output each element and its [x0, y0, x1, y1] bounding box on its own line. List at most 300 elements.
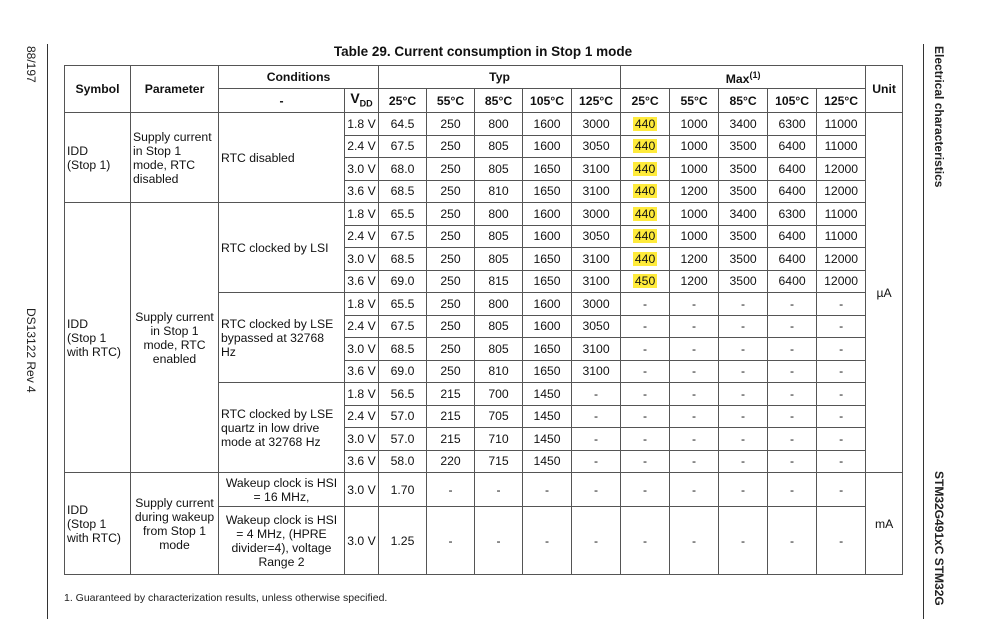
- typ-value: 3100: [572, 180, 621, 203]
- typ-value: 250: [427, 225, 475, 248]
- condition-cell: Wakeup clock is HSI = 16 MHz,: [219, 473, 345, 507]
- max-value-text: -: [839, 533, 844, 548]
- max-value-text: 1200: [680, 274, 708, 289]
- parameter-cell: Supply current during wakeup from Stop 1 mode: [131, 473, 219, 575]
- vdd-cell: 3.0 V: [345, 473, 379, 507]
- max-value-text: 450: [634, 274, 656, 289]
- typ-value: 1600: [523, 113, 572, 136]
- header-typ-temp: 105°C: [523, 89, 572, 113]
- vdd-cell: 3.6 V: [345, 450, 379, 473]
- typ-value: 715: [475, 450, 523, 473]
- max-value: [621, 158, 670, 181]
- condition-cell: RTC disabled: [219, 113, 345, 203]
- max-value: [817, 135, 866, 158]
- typ-value: 800: [475, 293, 523, 316]
- max-value-text: -: [643, 341, 648, 356]
- header-typ-temp: 25°C: [379, 89, 427, 113]
- max-value-text: -: [790, 364, 795, 379]
- typ-value: 3050: [572, 315, 621, 338]
- typ-value: 250: [427, 180, 475, 203]
- max-value: [768, 248, 817, 271]
- typ-value: 810: [475, 360, 523, 383]
- max-value: [621, 135, 670, 158]
- max-value-text: -: [692, 341, 697, 356]
- max-value-text: -: [839, 409, 844, 424]
- max-value-text: -: [643, 409, 648, 424]
- typ-value: 1650: [523, 360, 572, 383]
- max-value: [670, 248, 719, 271]
- typ-value: 1650: [523, 158, 572, 181]
- max-value: [719, 383, 768, 406]
- typ-value: 250: [427, 113, 475, 136]
- right-rule: [923, 44, 924, 619]
- max-value-text: -: [741, 431, 746, 446]
- max-value: [768, 383, 817, 406]
- max-value-text: 11000: [824, 206, 858, 221]
- max-value: [768, 507, 817, 575]
- max-value: [817, 180, 866, 203]
- condition-cell: RTC clocked by LSE quartz in low drive mode at 32768 Hz: [219, 383, 345, 473]
- parameter-cell: Supply current in Stop 1 mode, RTC disabled: [131, 113, 219, 203]
- typ-value: 1450: [523, 450, 572, 473]
- typ-value: 250: [427, 203, 475, 226]
- max-value-text: 11000: [824, 116, 858, 131]
- max-value-text: 12000: [824, 184, 859, 199]
- typ-value: 1650: [523, 270, 572, 293]
- symbol-cell: IDD (Stop 1 with RTC): [65, 203, 131, 473]
- typ-value: -: [427, 507, 475, 575]
- max-value-text: -: [692, 454, 697, 469]
- vdd-cell: 3.0 V: [345, 158, 379, 181]
- condition-cell: RTC clocked by LSE bypassed at 32768 Hz: [219, 293, 345, 383]
- max-value: [817, 405, 866, 428]
- max-value-text: -: [790, 319, 795, 334]
- max-value: [670, 507, 719, 575]
- typ-value: 1450: [523, 383, 572, 406]
- condition-cell: Wakeup clock is HSI = 4 MHz, (HPRE divider=4), voltage Range 2: [219, 507, 345, 575]
- max-value-text: -: [692, 364, 697, 379]
- max-value-text: 440: [634, 229, 656, 244]
- max-value: [768, 113, 817, 136]
- max-value: [719, 450, 768, 473]
- typ-value: 215: [427, 428, 475, 451]
- max-value-text: -: [790, 482, 795, 497]
- max-value: [768, 338, 817, 361]
- typ-value: 805: [475, 315, 523, 338]
- typ-value: 1450: [523, 405, 572, 428]
- max-value-text: -: [643, 533, 648, 548]
- vdd-cell: 3.0 V: [345, 338, 379, 361]
- header-max-temp: 85°C: [719, 89, 768, 113]
- vdd-cell: 3.6 V: [345, 180, 379, 203]
- vdd-cell: 2.4 V: [345, 405, 379, 428]
- table-title: Table 29. Current consumption in Stop 1 mode: [333, 44, 633, 59]
- typ-value: -: [572, 405, 621, 428]
- product-name: STM32G491xC STM32G: [932, 471, 946, 606]
- typ-value: 215: [427, 383, 475, 406]
- max-value: [817, 113, 866, 136]
- max-value: [817, 315, 866, 338]
- max-value: [768, 450, 817, 473]
- typ-value: 1650: [523, 338, 572, 361]
- typ-value: 1.25: [379, 507, 427, 575]
- max-value-text: -: [790, 533, 795, 548]
- header-unit: Unit: [866, 66, 903, 113]
- max-value-text: -: [643, 319, 648, 334]
- unit-cell: mA: [866, 473, 903, 575]
- max-value-text: -: [839, 482, 844, 497]
- max-value: [719, 473, 768, 507]
- typ-value: 1650: [523, 180, 572, 203]
- max-value-text: 11000: [824, 229, 858, 244]
- max-value: [719, 158, 768, 181]
- typ-value: 1600: [523, 135, 572, 158]
- max-value-text: 3500: [729, 161, 757, 176]
- max-value: [621, 507, 670, 575]
- typ-value: -: [523, 473, 572, 507]
- typ-value: 1650: [523, 248, 572, 271]
- header-max-temp: 25°C: [621, 89, 670, 113]
- parameter-cell: Supply current in Stop 1 mode, RTC enabled: [131, 203, 219, 473]
- max-value-text: 1000: [680, 206, 708, 221]
- max-value: [670, 203, 719, 226]
- typ-value: 250: [427, 315, 475, 338]
- typ-value: 56.5: [379, 383, 427, 406]
- max-value-text: -: [643, 431, 648, 446]
- max-value: [670, 360, 719, 383]
- typ-value: -: [572, 450, 621, 473]
- max-value: [768, 225, 817, 248]
- max-value-text: -: [643, 296, 648, 311]
- max-value-text: 440: [634, 251, 656, 266]
- vdd-cell: 2.4 V: [345, 135, 379, 158]
- typ-value: 67.5: [379, 225, 427, 248]
- max-value: [621, 383, 670, 406]
- max-value: [670, 315, 719, 338]
- max-value: [768, 180, 817, 203]
- typ-value: 215: [427, 405, 475, 428]
- header-max-label: Max: [725, 72, 750, 87]
- typ-value: 57.0: [379, 428, 427, 451]
- max-value: [621, 180, 670, 203]
- max-value-text: 6400: [778, 139, 806, 154]
- max-value: [670, 180, 719, 203]
- max-value-text: -: [741, 409, 746, 424]
- typ-value: 705: [475, 405, 523, 428]
- typ-value: 710: [475, 428, 523, 451]
- max-value: [670, 473, 719, 507]
- max-value: [621, 473, 670, 507]
- max-value-text: -: [741, 296, 746, 311]
- vdd-cell: 1.8 V: [345, 113, 379, 136]
- max-value: [621, 405, 670, 428]
- max-value: [817, 225, 866, 248]
- max-value-text: -: [692, 296, 697, 311]
- max-value-text: -: [839, 364, 844, 379]
- max-value: [817, 293, 866, 316]
- header-max-temp: 105°C: [768, 89, 817, 113]
- max-value-text: 6300: [778, 116, 806, 131]
- typ-value: 250: [427, 248, 475, 271]
- typ-value: 3050: [572, 225, 621, 248]
- unit-cell: µA: [866, 113, 903, 473]
- max-value: [719, 135, 768, 158]
- max-value: [768, 315, 817, 338]
- max-value: [817, 450, 866, 473]
- typ-value: 3100: [572, 248, 621, 271]
- typ-value: 800: [475, 203, 523, 226]
- max-value: [719, 225, 768, 248]
- max-value-text: -: [692, 409, 697, 424]
- max-value: [719, 248, 768, 271]
- max-value: [768, 270, 817, 293]
- typ-value: 58.0: [379, 450, 427, 473]
- max-value-text: -: [741, 319, 746, 334]
- doc-id: DS13122 Rev 4: [24, 308, 38, 393]
- max-value-text: 12000: [824, 274, 859, 289]
- max-value: [621, 113, 670, 136]
- typ-value: 250: [427, 270, 475, 293]
- max-value: [719, 113, 768, 136]
- max-value: [670, 383, 719, 406]
- typ-value: 3100: [572, 360, 621, 383]
- max-value: [621, 450, 670, 473]
- max-value: [817, 383, 866, 406]
- max-value: [817, 338, 866, 361]
- typ-value: 805: [475, 158, 523, 181]
- right-margin: [930, 46, 952, 619]
- vdd-cell: 1.8 V: [345, 383, 379, 406]
- max-value: [768, 405, 817, 428]
- typ-value: 68.5: [379, 180, 427, 203]
- max-value-text: -: [839, 431, 844, 446]
- typ-value: 67.5: [379, 315, 427, 338]
- typ-value: -: [572, 383, 621, 406]
- max-value-text: 12000: [824, 251, 859, 266]
- table-row: [65, 203, 903, 226]
- header-max-temp: 55°C: [670, 89, 719, 113]
- typ-value: -: [475, 473, 523, 507]
- footnote-ref: (1): [749, 69, 761, 80]
- header-symbol: Symbol: [65, 66, 131, 113]
- max-value: [768, 360, 817, 383]
- header-typ: Typ: [379, 66, 621, 89]
- max-value-text: -: [692, 386, 697, 401]
- max-value-text: 440: [634, 184, 656, 199]
- max-value: [817, 507, 866, 575]
- max-value-text: 1000: [680, 116, 708, 131]
- vdd-cell: 3.0 V: [345, 507, 379, 575]
- typ-value: 805: [475, 248, 523, 271]
- max-value: [817, 270, 866, 293]
- max-value-text: 3500: [729, 274, 757, 289]
- max-value-text: -: [839, 454, 844, 469]
- max-value-text: -: [839, 341, 844, 356]
- typ-value: 3000: [572, 113, 621, 136]
- max-value: [621, 293, 670, 316]
- max-value: [817, 428, 866, 451]
- max-value-text: -: [790, 341, 795, 356]
- typ-value: 1600: [523, 203, 572, 226]
- typ-value: -: [572, 473, 621, 507]
- max-value-text: 6300: [778, 206, 806, 221]
- max-value: [670, 113, 719, 136]
- typ-value: 68.0: [379, 158, 427, 181]
- max-value-text: -: [741, 364, 746, 379]
- typ-value: 805: [475, 338, 523, 361]
- vdd-cell: 1.8 V: [345, 203, 379, 226]
- header-max-temp: 125°C: [817, 89, 866, 113]
- max-value-text: 440: [634, 206, 656, 221]
- vdd-cell: 3.0 V: [345, 428, 379, 451]
- typ-value: 1450: [523, 428, 572, 451]
- typ-value: 69.0: [379, 270, 427, 293]
- typ-value: 1.70: [379, 473, 427, 507]
- max-value-text: -: [839, 386, 844, 401]
- max-value: [817, 158, 866, 181]
- typ-value: 68.5: [379, 338, 427, 361]
- max-value: [621, 203, 670, 226]
- vdd-cell: 1.8 V: [345, 293, 379, 316]
- max-value-text: 1200: [680, 251, 708, 266]
- table-row: [65, 473, 903, 507]
- footnote: 1. Guaranteed by characterization results, unless otherwise specified.: [64, 592, 388, 604]
- max-value: [621, 270, 670, 293]
- max-value-text: -: [692, 431, 697, 446]
- max-value: [621, 338, 670, 361]
- max-value-text: -: [790, 431, 795, 446]
- max-value: [719, 293, 768, 316]
- header-typ-temp: 55°C: [427, 89, 475, 113]
- max-value: [719, 507, 768, 575]
- typ-value: 805: [475, 225, 523, 248]
- typ-value: 250: [427, 360, 475, 383]
- max-value: [768, 135, 817, 158]
- max-value: [768, 158, 817, 181]
- typ-value: 250: [427, 158, 475, 181]
- header-typ-temp: 125°C: [572, 89, 621, 113]
- typ-value: 810: [475, 180, 523, 203]
- max-value-text: -: [643, 454, 648, 469]
- max-value-text: -: [741, 386, 746, 401]
- header-condition-dash: -: [219, 89, 345, 113]
- max-value-text: 6400: [778, 161, 806, 176]
- typ-value: 67.5: [379, 135, 427, 158]
- left-margin: [22, 46, 44, 606]
- max-value-text: -: [790, 386, 795, 401]
- max-value: [817, 248, 866, 271]
- max-value: [670, 135, 719, 158]
- typ-value: 69.0: [379, 360, 427, 383]
- max-value: [621, 428, 670, 451]
- max-value-text: -: [741, 341, 746, 356]
- typ-value: 1600: [523, 293, 572, 316]
- header-typ-temp: 85°C: [475, 89, 523, 113]
- max-value: [670, 338, 719, 361]
- max-value-text: 6400: [778, 274, 806, 289]
- symbol-cell: IDD (Stop 1 with RTC): [65, 473, 131, 575]
- max-value-text: 6400: [778, 229, 806, 244]
- typ-value: 65.5: [379, 293, 427, 316]
- max-value: [621, 315, 670, 338]
- max-value-text: 12000: [824, 161, 859, 176]
- max-value: [621, 225, 670, 248]
- typ-value: 1600: [523, 225, 572, 248]
- max-value-text: -: [692, 533, 697, 548]
- max-value-text: 3500: [729, 251, 757, 266]
- typ-value: 3100: [572, 270, 621, 293]
- max-value: [768, 428, 817, 451]
- max-value-text: 3500: [729, 229, 757, 244]
- typ-value: 3100: [572, 158, 621, 181]
- max-value: [768, 293, 817, 316]
- typ-value: 220: [427, 450, 475, 473]
- header-conditions: Conditions: [219, 66, 379, 89]
- header-max: [621, 66, 866, 89]
- typ-value: 800: [475, 113, 523, 136]
- max-value: [719, 338, 768, 361]
- max-value: [670, 450, 719, 473]
- max-value: [719, 203, 768, 226]
- max-value: [670, 293, 719, 316]
- max-value-text: 1200: [680, 184, 708, 199]
- max-value-text: -: [741, 454, 746, 469]
- vdd-cell: 3.0 V: [345, 248, 379, 271]
- max-value-text: 1000: [680, 139, 708, 154]
- typ-value: -: [523, 507, 572, 575]
- vdd-cell: 3.6 V: [345, 270, 379, 293]
- max-value-text: 1000: [680, 229, 708, 244]
- typ-value: 700: [475, 383, 523, 406]
- max-value-text: 6400: [778, 251, 806, 266]
- max-value-text: 440: [634, 116, 656, 131]
- vdd-label: V: [350, 89, 360, 106]
- max-value: [670, 428, 719, 451]
- max-value: [670, 158, 719, 181]
- typ-value: 3000: [572, 203, 621, 226]
- max-value-text: -: [790, 454, 795, 469]
- typ-value: 805: [475, 135, 523, 158]
- max-value-text: -: [790, 409, 795, 424]
- typ-value: 3000: [572, 293, 621, 316]
- max-value: [621, 360, 670, 383]
- typ-value: 250: [427, 338, 475, 361]
- section-title: Electrical characteristics: [932, 46, 946, 188]
- max-value-text: -: [643, 364, 648, 379]
- max-value-text: -: [839, 296, 844, 311]
- max-value-text: 11000: [824, 139, 858, 154]
- header-parameter: Parameter: [131, 66, 219, 113]
- table-row: [65, 113, 903, 136]
- condition-cell: RTC clocked by LSI: [219, 203, 345, 293]
- max-value-text: -: [839, 319, 844, 334]
- typ-value: 3050: [572, 135, 621, 158]
- max-value-text: -: [643, 482, 648, 497]
- typ-value: 1600: [523, 315, 572, 338]
- max-value: [817, 360, 866, 383]
- max-value: [768, 203, 817, 226]
- typ-value: 815: [475, 270, 523, 293]
- max-value-text: -: [692, 482, 697, 497]
- max-value-text: -: [790, 296, 795, 311]
- max-value: [670, 405, 719, 428]
- max-value-text: 440: [634, 161, 656, 176]
- typ-value: 64.5: [379, 113, 427, 136]
- max-value: [719, 315, 768, 338]
- max-value: [670, 270, 719, 293]
- max-value-text: 1000: [680, 161, 708, 176]
- max-value-text: 3400: [729, 206, 757, 221]
